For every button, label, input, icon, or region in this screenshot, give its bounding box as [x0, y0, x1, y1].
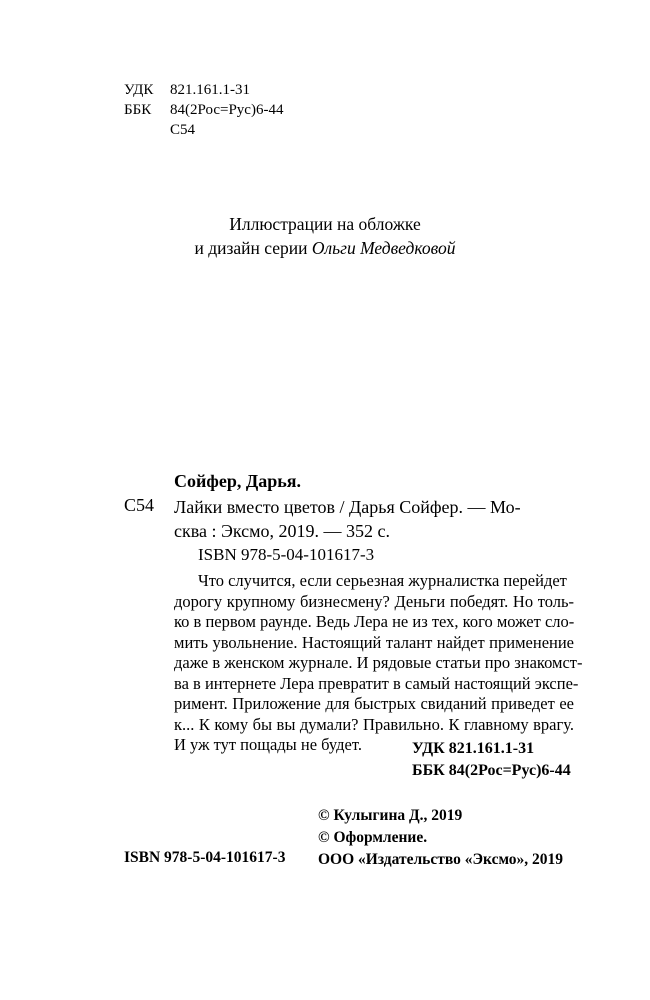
bbk-value: 84(2Рос=Рус)6-44 [170, 102, 284, 118]
annotation-line: И уж тут пощады не будет. [174, 735, 362, 754]
annotation-line: дорогу крупному бизнесмену? Деньги победят. Но толь- [174, 591, 574, 611]
udk-value: 821.161.1-31 [170, 82, 250, 98]
author-heading: Сойфер, Дарья. [174, 471, 301, 491]
bbk-label: ББК [124, 102, 152, 118]
credit-line-2-prefix: и дизайн серии [194, 238, 312, 258]
bottom-classification-codes [412, 738, 571, 782]
annotation-line: мить увольнение. Настоящий талант найдет применение [174, 632, 574, 652]
annotation-line: даже в женском журнале. И рядовые статьи про знакомст- [174, 653, 583, 672]
bottom-udk: УДК 821.161.1-31 [412, 740, 535, 757]
isbn-bottom: ISBN 978-5-04-101617-3 [124, 849, 286, 866]
author-mark-top: С54 [170, 122, 196, 138]
bibliographic-description [174, 495, 521, 543]
credit-designer-name: Ольги Медведковой [311, 238, 456, 258]
bbk-line [124, 100, 283, 120]
copyright-publisher: ООО «Издательство «Эксмо», 2019 [318, 851, 564, 868]
copyright-design: © Оформление. [318, 829, 428, 846]
annotation-line: Что случится, если серьезная журналистка перейдет [198, 571, 567, 590]
title-line-1: Лайки вместо цветов / Дарья Сойфер. — Мо- [174, 497, 521, 517]
copyright-block [318, 805, 563, 871]
author-mark: С54 [124, 495, 155, 515]
udk-label: УДК [124, 82, 154, 98]
title-line-2: сква : Эксмо, 2019. — 352 с. [174, 521, 391, 541]
annotation [174, 571, 583, 756]
cover-credit [0, 212, 650, 260]
copyright-author: © Кулыгина Д., 2019 [318, 807, 463, 824]
annotation-line: к... К кому бы вы думали? Правильно. К главному врагу. [174, 714, 574, 734]
bottom-bbk: ББК 84(2Рос=Рус)6-44 [412, 762, 571, 779]
annotation-line: ва в интернете Лера превратит в самый настоящий экспе- [174, 673, 579, 693]
top-classification-codes [124, 80, 283, 140]
annotation-line: римент. Приложение для быстрых свиданий приведет ее [174, 694, 574, 713]
udk-line [124, 80, 283, 100]
isbn-record: ISBN 978-5-04-101617-3 [198, 545, 375, 564]
credit-line-2 [0, 236, 650, 260]
credit-line-1: Иллюстрации на обложке [229, 214, 421, 234]
annotation-line: ко в первом раунде. Ведь Лера не из тех, кого может сло- [174, 612, 575, 631]
